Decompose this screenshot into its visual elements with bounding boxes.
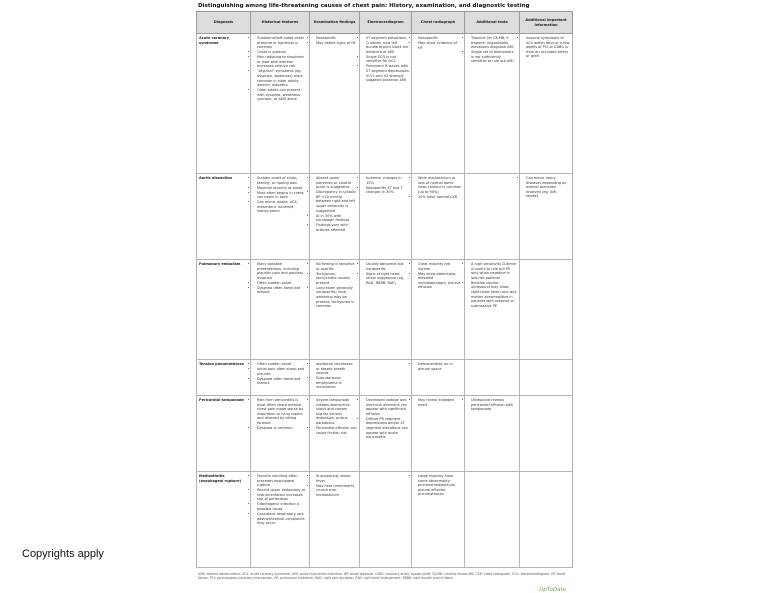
bullet-item: • No finding is sensitive or specific (316, 262, 357, 271)
bullet-item: • Prominent R waves with ST segment depressions in V1 and V2 strongly suggests posterior AMI (366, 64, 409, 82)
table-row (197, 360, 573, 396)
additional-info-cell (520, 34, 573, 174)
diagnosis-cell: Pulmonary embolism (197, 260, 251, 360)
additional-tests-cell (465, 360, 520, 396)
bullet-list (414, 362, 462, 371)
additional-info-cell (520, 472, 573, 568)
header-cell: Additional tests (465, 12, 520, 34)
additional-tests-cell (465, 396, 520, 472)
bullet-item: • Onset is gradual (257, 50, 307, 55)
bullet-item: • Dyspnea often dominant feature (257, 286, 307, 295)
diagnosis-cell: Aortic dissection (197, 174, 251, 260)
bullet-item: • Forceful vomiting often precedes esophageal rupture (257, 474, 307, 488)
bullet-item: • "Atypical" symptoms (eg, dyspnea, weakness) more common in older adults, women, diabetics (257, 69, 307, 87)
header-cell: Electrocardiogram (360, 12, 412, 34)
bullet-item: • Discrepancy in systolic BP >20 mmHg between right and left upper extremity is suggestive (316, 190, 357, 213)
abbreviations-footnote: AMS: altered mental status; ACS: acute coronary syndrome; AMI: acute myocardial infarction; BP: blood pressure; CABG: coronary artery bypass graft; CK-MB: creatine kinase-MB; CXR: chest radiograph; ECG: electrocardiogram; HF: heart failure; PCI: percutaneous coronary intervention; PE: pulmonary embolism; RAD: right axis deviation; RAE: right atrial enlargement; RBBB: right bundle branch block. (198, 572, 566, 581)
diagnosis-cell: Mediastinitis (esophageal rupture) (197, 472, 251, 568)
additional-tests-cell (465, 34, 520, 174)
copyright-notice: Copyrights apply (22, 548, 104, 560)
bullet-item: • Maximal severity at onset (257, 186, 307, 191)
electrocardiogram-cell (360, 396, 412, 472)
bullet-item: • Tachypnea, tachycardia usually present (316, 272, 357, 286)
bullet-list (312, 398, 357, 435)
bullet-item: • May show evidence of HF (418, 41, 462, 50)
bullet-item: • Absent upper extremity or carotid pulse is suggestive (316, 176, 357, 190)
document-figure (196, 2, 572, 593)
examination-findings-cell (310, 174, 360, 260)
bullet-list (362, 36, 409, 83)
bullet-item: • Ischemic changes in 15% (366, 176, 409, 185)
bullet-item: • Demonstrates air in pleural space (418, 362, 462, 371)
bullet-list (414, 398, 462, 407)
bullet-item: • Bedside cardiac ultrasound may show right heart strain and wall motion abnormalities in patients with massive or submassive PE (471, 281, 517, 309)
bullet-item: • May show atelectasis, elevated hemidiaphragm, pleural effusion (418, 272, 462, 290)
bullet-list (312, 36, 357, 46)
examination-findings-cell (310, 260, 360, 360)
bullet-list (414, 36, 462, 50)
bullet-item: • Diffuse PR segment depressions and/or ST segment elevations can appear with acute pericarditis (366, 417, 409, 440)
bullet-item: • Single ECG is not sensitive for ACS (366, 55, 409, 64)
bullet-item: • Pain radiating to shoulders or jaws with exertion increases relative risk (257, 55, 307, 69)
bullet-item: • 10% have normal CXR (418, 195, 462, 200)
bullet-list (522, 176, 570, 199)
bullet-list (362, 398, 409, 440)
header-cell: Historical features (251, 12, 310, 34)
bullet-list (414, 262, 462, 290)
bullet-list (253, 398, 307, 431)
bullet-list (414, 176, 462, 199)
bullet-item: • Lung exam generally nonspecific; focal wheezing may be present, tachypnea is common (316, 286, 357, 309)
bullet-list (253, 474, 307, 526)
historical-features-cell (251, 260, 310, 360)
bullet-item: • Ultrasound reveals pericardial effusion with tamponade (471, 398, 517, 412)
bullet-item: • Consistent respiratory and gastrointestinal complaints may occur (257, 512, 307, 526)
bullet-item: • Findings vary with arteries affected (316, 223, 357, 232)
bullet-item: • Can mimic stroke, ACS, mesenteric ischemia, kidney stone (257, 200, 307, 214)
bullet-item: • Decreased voltage and electrical alternans can appear with significant effusion (366, 398, 409, 416)
bullet-item: • Pain from pericarditis is most often sharp anterior chest pain made worse by inspiration or lying supine and relieved by sitting forward (257, 398, 307, 426)
bullet-item: • May hear (mammoth) crunch over mediastinum (316, 484, 357, 498)
table-title: Distinguishing among life-threatening causes of chest pain: History, examination, and diagnostic testing (198, 3, 530, 9)
bullet-item: • Severe tamponade creates obstructive shock and causes jugular venous distension, pulsus paradoxus (316, 398, 357, 426)
bullet-item: • Single set of biomarkers is not sufficiently sensitive to rule out AMI (471, 50, 517, 64)
bullet-item: • Nonspecific (316, 36, 357, 41)
bullet-item: • Nonspecific ST and T changes in 30% (366, 186, 409, 195)
bullet-item: • A high sensitivity D-dimer is useful to rule out PE only when negative in low-risk patients (471, 262, 517, 280)
bullet-item: • May detect signs of HF (316, 41, 357, 46)
bullet-item: • Initial pain often sharp and pleuritic (257, 367, 307, 376)
chest-pain-table (196, 11, 573, 568)
historical-features-cell (251, 174, 310, 260)
bullet-item: • Troponin (or CK-MB, if troponin unavailable) elevations diagnose AMI (471, 36, 517, 50)
table-row (197, 260, 573, 360)
bullet-item: • Pericardial effusion can cause friction rub (316, 426, 357, 435)
additional-info-cell (520, 174, 573, 260)
examination-findings-cell (310, 396, 360, 472)
additional-tests-cell (465, 472, 520, 568)
examination-findings-cell (310, 360, 360, 396)
bullet-item: • Often sudden onset (257, 362, 307, 367)
bullet-item: • Assume symptoms of ACS within days or a few weeks of PCI or CABG is from an occluded artery or graft (526, 36, 570, 59)
bullet-list (467, 262, 517, 308)
diagnosis-cell: Tension pneumothorax (197, 360, 251, 396)
bullet-item: • Large majority have some abnormality: pneumomediastinum, pleural effusion, pneumothorax (418, 474, 462, 497)
bullet-list (253, 176, 307, 214)
bullet-item: • Often sudden onset (257, 281, 307, 286)
chest-radiograph-cell (412, 174, 465, 260)
bullet-item: • Can mimic many diseases depending on arterial branches involved (eg, AMI, stroke) (526, 176, 570, 199)
bullet-item: • Signs of right heart strain suggestive (eg, RAD, RBBB, RAE) (366, 272, 409, 286)
diagnosis-cell: Acute coronary syndrome (197, 34, 251, 174)
additional-info-cell (520, 360, 573, 396)
bullet-item: • Nonspecific (418, 36, 462, 41)
bullet-list (522, 36, 570, 59)
bullet-item: • Dyspnea is common (257, 426, 307, 431)
examination-findings-cell (310, 34, 360, 174)
bullet-list (312, 176, 357, 232)
chest-radiograph-cell (412, 396, 465, 472)
bullet-item: • Sudden onset of sharp, tearing, or ripping pain (257, 176, 307, 185)
bullet-item: • Older adults can present with dyspnea, weakness, syncope, or AMS alone (257, 88, 307, 102)
additional-info-cell (520, 396, 573, 472)
bullet-item: • Many possible presentations, including pleuritic pain and painless dyspnea (257, 262, 307, 280)
bullet-list (312, 262, 357, 309)
historical-features-cell (251, 396, 310, 472)
bullet-list (253, 262, 307, 295)
diagnosis-cell: Pericardial tamponade (197, 396, 251, 472)
header-cell: Chest radiograph (412, 12, 465, 34)
table-row (197, 34, 573, 174)
bullet-list (253, 36, 307, 102)
bullet-list (253, 362, 307, 386)
bullet-item: • May reveal enlarged heart (418, 398, 462, 407)
bullet-item: • Odontogenic infection a possible cause (257, 502, 307, 511)
additional-tests-cell (465, 174, 520, 260)
bullet-item: • Usually abnormal but nonspecific (366, 262, 409, 271)
historical-features-cell (251, 472, 310, 568)
brand-logo: UpToDate (539, 586, 566, 593)
table-row (197, 396, 573, 472)
bullet-list (362, 262, 409, 285)
table-body (197, 34, 573, 568)
bullet-item: • Wide mediastinum or loss of normal aortic knob contour is common (up to 90%) (418, 176, 462, 194)
chest-radiograph-cell (412, 34, 465, 174)
additional-tests-cell (465, 260, 520, 360)
bullet-list (362, 176, 409, 195)
chest-radiograph-cell (412, 472, 465, 568)
additional-info-cell (520, 260, 573, 360)
chest-radiograph-cell (412, 360, 465, 396)
header-cell: Examination findings (310, 12, 360, 34)
bullet-item: • Ill-appearing; shock; fever (316, 474, 357, 483)
table-row (197, 472, 573, 568)
header-cell: Additional important information (520, 12, 573, 34)
bullet-item: • Most often begins in chest; can begin in back (257, 191, 307, 200)
bullet-item: • Recent upper endoscopy or instrumentation increases risk of perforation (257, 488, 307, 502)
bullet-item: • Dyspnea often dominant feature (257, 377, 307, 386)
bullet-item: • Great majority are normal (418, 262, 462, 271)
electrocardiogram-cell (360, 174, 412, 260)
historical-features-cell (251, 360, 310, 396)
header-cell: Diagnosis (197, 12, 251, 34)
bullet-list (467, 36, 517, 64)
bullet-list (414, 474, 462, 497)
bullet-list (312, 474, 357, 497)
bullet-list (312, 362, 357, 390)
bullet-item: • Substernal/left-sided chest pressure or tightness is common (257, 36, 307, 50)
electrocardiogram-cell (360, 472, 412, 568)
header-row (197, 12, 573, 34)
electrocardiogram-cell (360, 34, 412, 174)
bullet-item: • AI in 30% with neurologic findings (316, 214, 357, 223)
bullet-item: • ST segment elevations, Q waves, new left bundle branch block are evidence of AMI (366, 36, 409, 54)
chest-radiograph-cell (412, 260, 465, 360)
table-row (197, 174, 573, 260)
bullet-list (467, 398, 517, 412)
bullet-item: • Ipsilateral decreased or absent breath sounds (316, 362, 357, 376)
historical-features-cell (251, 34, 310, 174)
examination-findings-cell (310, 472, 360, 568)
electrocardiogram-cell (360, 360, 412, 396)
bullet-item: • Subcutaneous emphysema is uncommon (316, 376, 357, 390)
electrocardiogram-cell (360, 260, 412, 360)
